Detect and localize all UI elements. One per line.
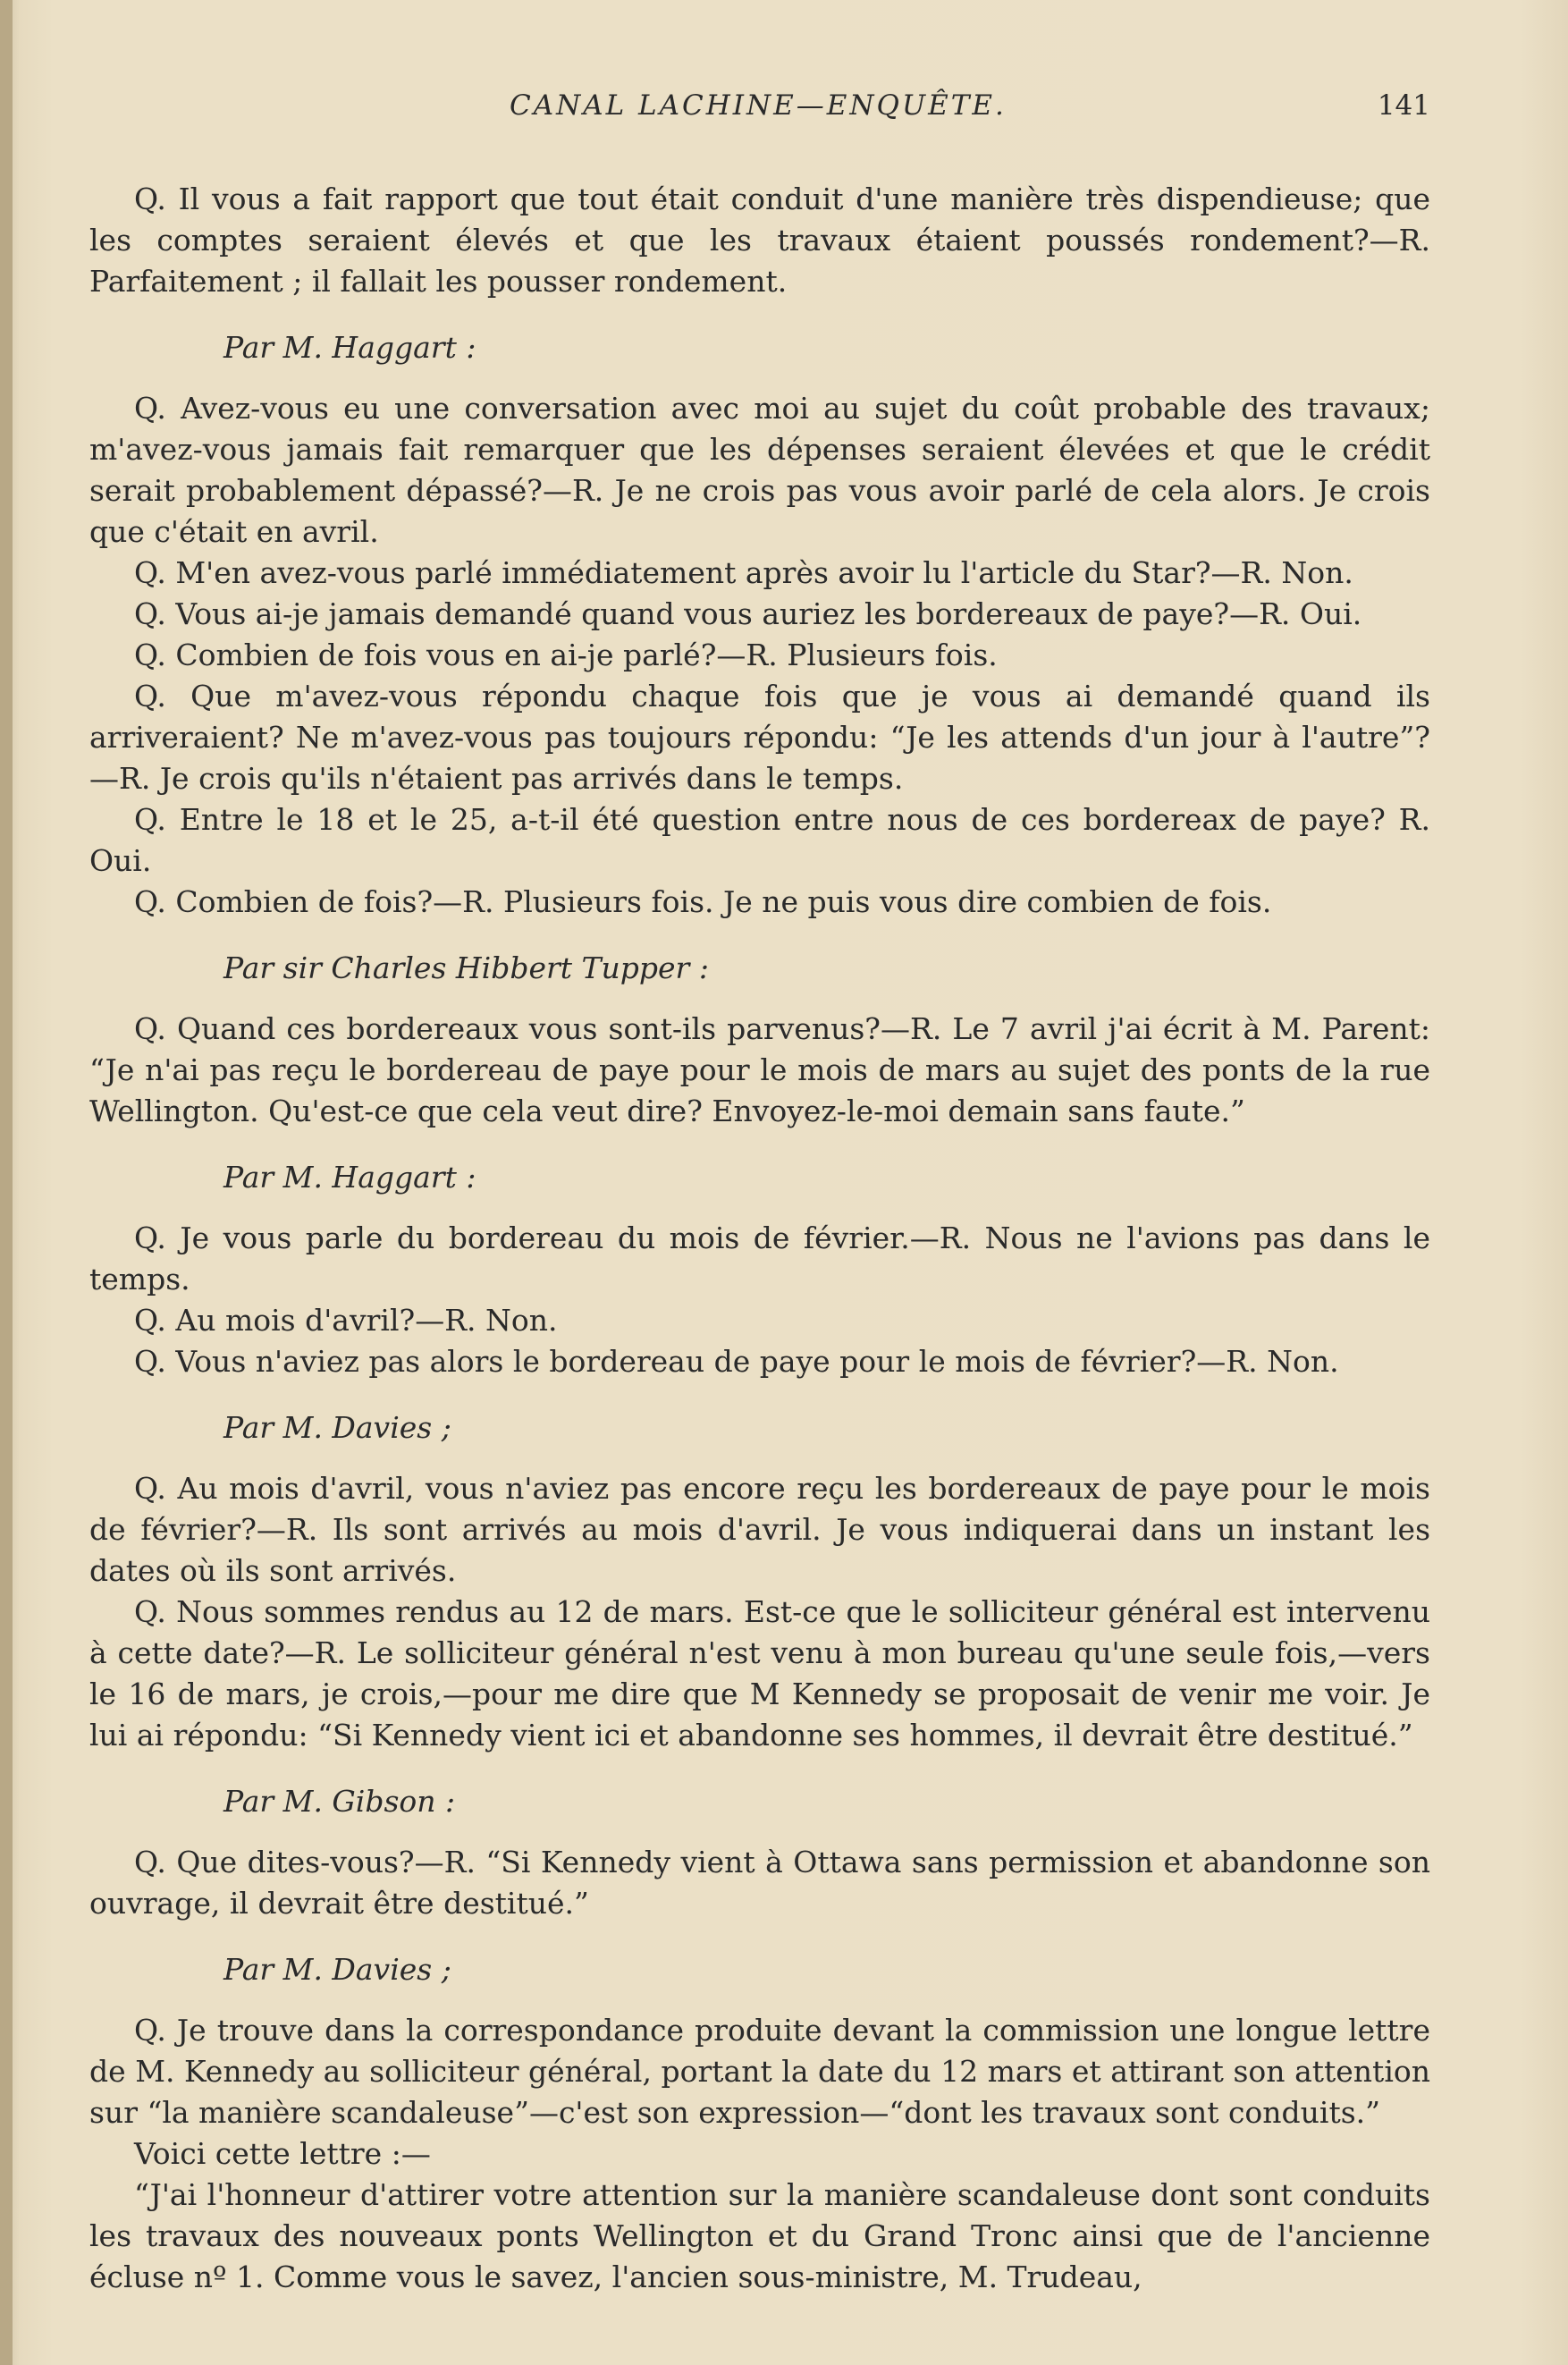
speaker-label: Par M. Davies ; xyxy=(223,1952,451,1987)
running-title: CANAL LACHINE—ENQUÊTE. xyxy=(510,89,1007,122)
paragraph: Q. Avez-vous eu une conversation avec moi au sujet du coût probable des travaux; m'avez-vous jamais fait remarquer que les dépenses seraient élevées et que le crédit serait probablement dépassé?—R. Je ne crois pas vous avoir parlé de cela alors. Je crois que c'était en avril. xyxy=(89,391,1430,549)
speaker-label: Par M. Davies ; xyxy=(223,1410,451,1445)
paragraph: Q. Il vous a fait rapport que tout était conduit d'une manière très dispendieuse; que les comptes seraient élevés et que les travaux étaient poussés rondement?—R. Parfaitement ; il fallait les pousser rondement. xyxy=(89,182,1430,299)
paragraph: Q. M'en avez-vous parlé immédiatement après avoir lu l'article du Star?—R. Non. xyxy=(134,555,1353,590)
paragraph: Q. Nous sommes rendus au 12 de mars. Est-ce que le solliciteur général est intervenu à cette date?—R. Le solliciteur général n'est venu à mon bureau qu'une seule fois,—vers le 16 de mars, je crois,—pour me dire que M Kennedy se proposait de venir me voir. Je lui ai répondu: “Si Kennedy vient ici et abandonne ses hommes, il devrait être destitué.” xyxy=(89,1594,1430,1753)
paragraph: Q. Vous n'aviez pas alors le bordereau de paye pour le mois de février?—R. Non. xyxy=(134,1344,1339,1379)
page-number: 141 xyxy=(1377,89,1430,122)
paragraph: “J'ai l'honneur d'attirer votre attention sur la manière scandaleuse dont sont conduits les travaux des nouveaux ponts Wellington et du Grand Tronc ainsi que de l'ancienne écluse nº 1. Comme vous le savez, l'ancien sous-ministre, M. Trudeau, xyxy=(89,2177,1430,2294)
page-header xyxy=(89,89,1430,134)
binding-edge xyxy=(0,0,13,2365)
paragraph: Q. Combien de fois vous en ai-je parlé?—R. Plusieurs fois. xyxy=(134,638,998,672)
paragraph: Q. Je trouve dans la correspondance produite devant la commission une longue lettre de M. Kennedy au solliciteur général, portant la date du 12 mars et attirant son attention sur “la manière scandaleuse”—c'est son expression—“dont les travaux sont conduits.” xyxy=(89,2013,1430,2130)
speaker-label: Par M. Haggart : xyxy=(223,330,476,365)
paragraph: Q. Vous ai-je jamais demandé quand vous auriez les bordereaux de paye?—R. Oui. xyxy=(134,596,1362,631)
paragraph: Q. Au mois d'avril, vous n'aviez pas encore reçu les bordereaux de paye pour le mois de février?—R. Ils sont arrivés au mois d'avril. Je vous indiquerai dans un instant les dates où ils sont arrivés. xyxy=(89,1471,1430,1588)
document-body xyxy=(89,179,1430,2298)
paragraph: Q. Que dites-vous?—R. “Si Kennedy vient à Ottawa sans permission et abandonne son ouvrage, il devrait être destitué.” xyxy=(89,1845,1430,1921)
speaker-label: Par sir Charles Hibbert Tupper : xyxy=(223,950,709,985)
speaker-label: Par M. Haggart : xyxy=(223,1160,476,1195)
paragraph: Q. Entre le 18 et le 25, a-t-il été question entre nous de ces bordereax de paye? R. Oui. xyxy=(89,802,1430,878)
paragraph: Q. Combien de fois?—R. Plusieurs fois. Je ne puis vous dire combien de fois. xyxy=(134,884,1272,919)
paragraph: Q. Je vous parle du bordereau du mois de février.—R. Nous ne l'avions pas dans le temps. xyxy=(89,1221,1430,1297)
paragraph: Q. Au mois d'avril?—R. Non. xyxy=(134,1303,558,1338)
paragraph: Q. Quand ces bordereaux vous sont-ils parvenus?—R. Le 7 avril j'ai écrit à M. Parent: “Je n'ai pas reçu le bordereau de paye pour le mois de mars au sujet des ponts de la rue Wellington. Qu'est-ce que cela veut dire? Envoyez-le-moi demain sans faute.” xyxy=(89,1011,1430,1128)
speaker-label: Par M. Gibson : xyxy=(223,1784,456,1819)
paragraph: Q. Que m'avez-vous répondu chaque fois que je vous ai demandé quand ils arriveraient? Ne m'avez-vous pas toujours répondu: “Je les attends d'un jour à l'autre”?—R. Je crois qu'ils n'étaient pas arrivés dans le temps. xyxy=(89,679,1430,796)
paragraph: Voici cette lettre :— xyxy=(134,2136,431,2171)
